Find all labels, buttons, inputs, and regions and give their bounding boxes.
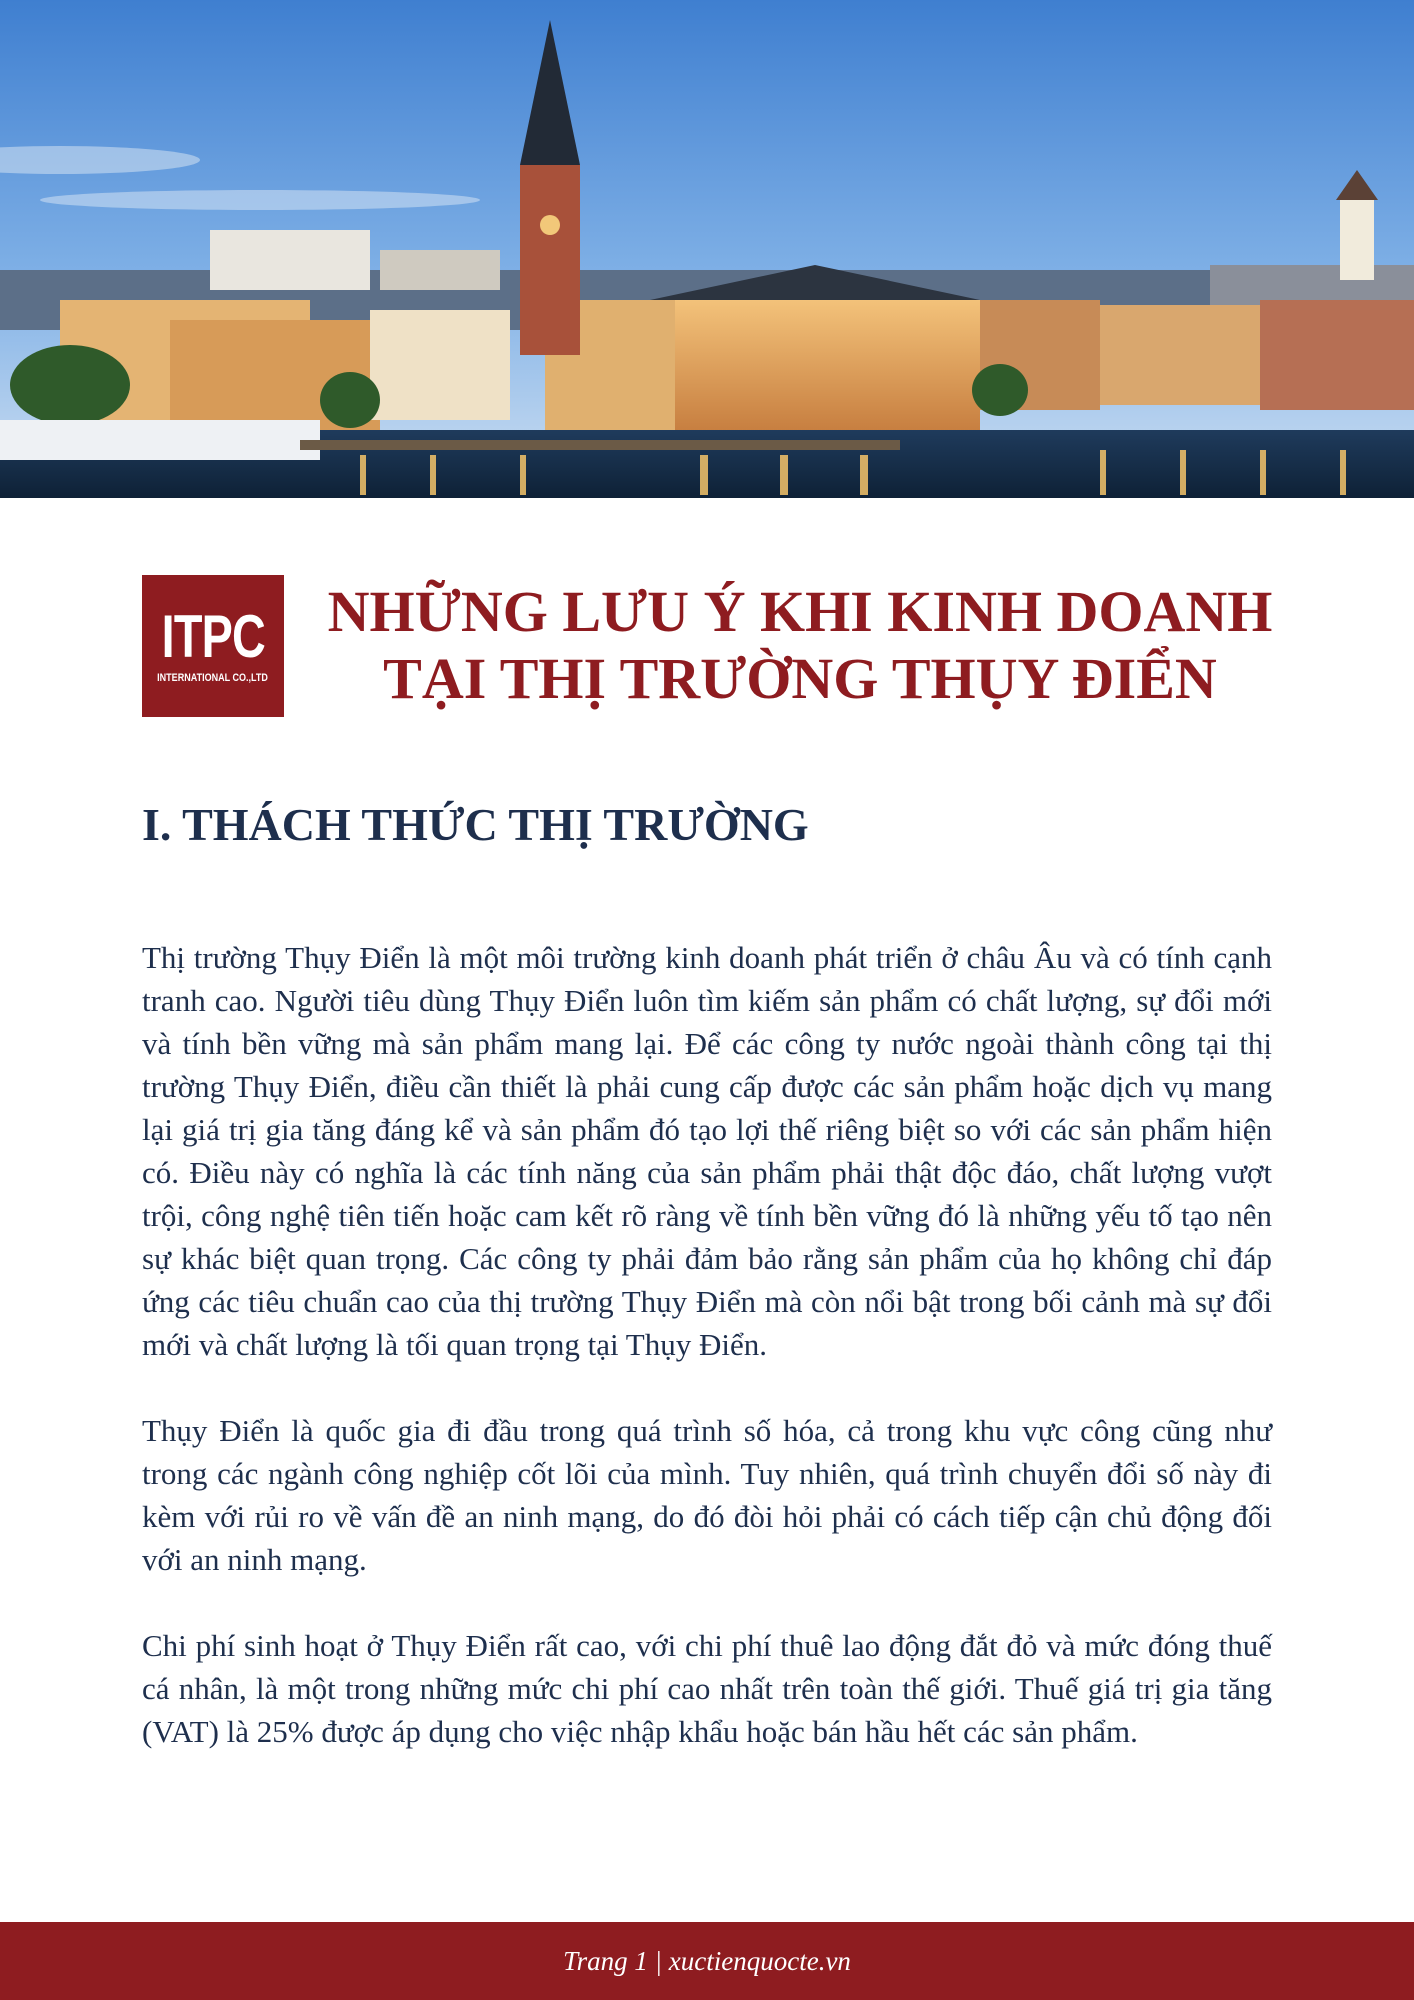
body-paragraph-1: Thị trường Thụy Điển là một môi trường kinh doanh phát triển ở châu Âu và có tính cạnh tranh cao. Người tiêu dùng Thụy Điển luôn tìm kiếm sản phẩm có chất lượng, sự đổi mới và tính bền vững mà sản phẩm mang lại. Để các công ty nước ngoài thành công tại thị trường Thụy Điển, điều cần thiết là phải cung cấp được các sản phẩm hoặc dịch vụ mang lại giá trị gia tăng đáng kể và sản phẩm đó tạo lợi thế riêng biệt so với các sản phẩm hiện có. Điều này có nghĩa là các tính năng của sản phẩm phải thật độc đáo, chất lượng vượt trội, công nghệ tiên tiến hoặc cam kết rõ ràng về tính bền vững đó là những yếu tố tạo nên sự khác biệt quan trọng. Các công ty phải đảm bảo rằng sản phẩm của họ không chỉ đáp ứng các tiêu chuẩn cao của thị trường Thụy Điển mà còn nổi bật trong bối cảnh mà sự đổi mới và chất lượng là tối quan trọng tại Thụy Điển. <box>142 940 1272 1362</box>
title-line-1: NHỮNG LƯU Ý KHI KINH DOANH <box>327 579 1273 644</box>
document-title <box>300 578 1300 712</box>
title-line-2: TẠI THỊ TRƯỜNG THỤY ĐIỂN <box>383 646 1217 711</box>
logo-wordmark: ITPC <box>161 603 265 670</box>
footer-page-info: Trang 1 | xuctienquocte.vn <box>563 1945 851 1976</box>
section-body <box>142 936 1272 1796</box>
page-footer <box>0 1922 1414 2000</box>
section-heading: I. THÁCH THỨC THỊ TRƯỜNG <box>142 799 809 850</box>
logo-subtitle: INTERNATIONAL CO.,LTD <box>157 672 269 684</box>
itpc-logo <box>142 575 284 717</box>
cover-photo-stockholm-skyline <box>0 0 1414 498</box>
body-paragraph-3: Chi phí sinh hoạt ở Thụy Điển rất cao, với chi phí thuê lao động đắt đỏ và mức đóng thuế cá nhân, là một trong những mức chi phí cao nhất trên toàn thế giới. Thuế giá trị gia tăng (VAT) là 25% được áp dụng cho việc nhập khẩu hoặc bán hầu hết các sản phẩm. <box>142 1628 1272 1749</box>
body-paragraph-2: Thụy Điển là quốc gia đi đầu trong quá trình số hóa, cả trong khu vực công cũng như trong các ngành công nghiệp cốt lõi của mình. Tuy nhiên, quá trình chuyển đổi số này đi kèm với rủi ro về vấn đề an ninh mạng, do đó đòi hỏi phải có cách tiếp cận chủ động đối với an ninh mạng. <box>142 1413 1272 1577</box>
